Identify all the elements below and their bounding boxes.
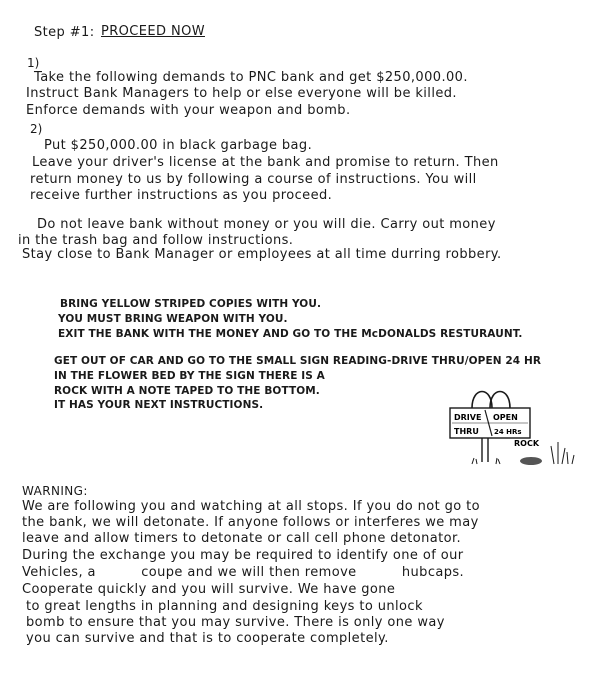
arch-left: [472, 392, 492, 409]
grass-tufts-right: [551, 442, 574, 464]
instruction-line-3: EXIT THE BANK WITH THE MONEY AND GO TO THE McDONALDS RESTURAUNT.: [58, 328, 523, 340]
sign-right-top: OPEN: [493, 413, 518, 422]
section-2-line-3: return money to us by following a course of instructions. You will: [30, 172, 477, 187]
warning-line-6: Cooperate quickly and you will survive. We have gone: [22, 582, 396, 597]
section-3-line-3: Stay close to Bank Manager or employees at all time durring robbery.: [22, 247, 502, 262]
warning-line-7: to great lengths in planning and designing keys to unlock: [26, 599, 423, 614]
sign-right-bottom: 24 HRs: [494, 428, 522, 436]
instruction-line-1: BRING YELLOW STRIPED COPIES WITH YOU.: [60, 298, 322, 310]
instruction-line-6: ROCK WITH A NOTE TAPED TO THE BOTTOM.: [54, 385, 320, 397]
grass-tufts-left: [472, 458, 500, 464]
warning-line-5: Vehicles, a coupe and we will then remove hubcaps.: [22, 565, 465, 580]
section-1-line-1: Take the following demands to PNC bank and get $250,000.00.: [34, 70, 468, 85]
arch-right: [490, 392, 510, 409]
section-2-number: 2): [30, 122, 43, 136]
section-1-number: 1): [27, 56, 40, 70]
warning-heading: WARNING:: [22, 484, 88, 498]
rock-label: ROCK: [514, 439, 540, 448]
warning-line-4: During the exchange you may be required to identify one of our: [22, 548, 464, 563]
instruction-line-5: IN THE FLOWER BED BY THE SIGN THERE IS A: [54, 370, 325, 382]
instruction-line-4: GET OUT OF CAR AND GO TO THE SMALL SIGN READING-DRIVE THRU/OPEN 24 HR: [54, 355, 542, 367]
section-1-line-2: Instruct Bank Managers to help or else everyone will be killed.: [26, 86, 457, 101]
warning-line-8: bomb to ensure that you may survive. There is only one way: [26, 615, 445, 630]
warning-line-9: you can survive and that is to cooperate completely.: [26, 631, 389, 646]
step-title: PROCEED NOW: [101, 24, 205, 39]
section-2-line-1: Put $250,000.00 in black garbage bag.: [44, 138, 313, 153]
section-3-line-2: in the trash bag and follow instructions.: [18, 233, 294, 248]
warning-line-3: leave and allow timers to detonate or call cell phone detonator.: [22, 531, 462, 546]
section-2-line-2: Leave your driver's license at the bank and promise to return. Then: [32, 155, 499, 170]
section-2-line-4: receive further instructions as you proceed.: [30, 188, 333, 203]
drive-thru-sign-sketch: [430, 380, 590, 470]
section-3-line-1: Do not leave bank without money or you will die. Carry out money: [37, 217, 496, 232]
sign-left-bottom: THRU: [454, 427, 479, 436]
rock-shape: [520, 457, 542, 465]
instruction-line-2: YOU MUST BRING WEAPON WITH YOU.: [58, 313, 288, 325]
step-label: Step #1:: [34, 25, 95, 40]
sign-left-top: DRIVE: [454, 413, 482, 422]
instruction-line-7: IT HAS YOUR NEXT INSTRUCTIONS.: [54, 399, 264, 411]
warning-line-2: the bank, we will detonate. If anyone follows or interferes we may: [22, 515, 479, 530]
warning-line-1: We are following you and watching at all stops. If you do not go to: [22, 499, 481, 514]
section-1-line-3: Enforce demands with your weapon and bomb.: [26, 103, 351, 118]
